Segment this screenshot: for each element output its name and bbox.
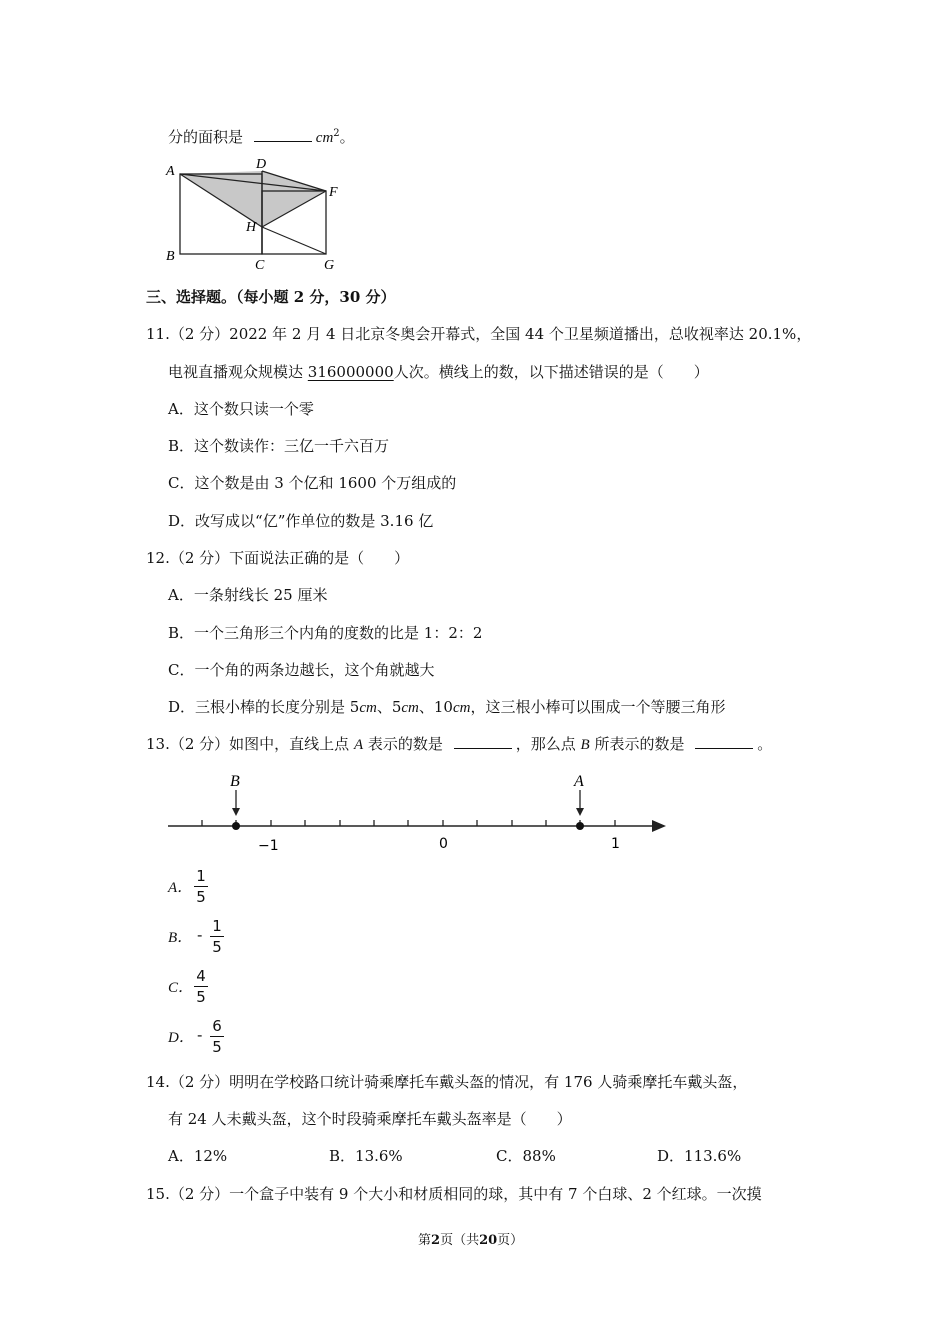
q13-option-b-sign: - [197,926,203,944]
point-b-dot [232,822,240,830]
q10-end: 。 [339,128,355,146]
tick-label-1: 1 [611,836,620,852]
q14-option-d[interactable]: D．113.6% [657,1147,742,1165]
q12-option-d[interactable]: D．三根小棒的长度分别是 5cm、5cm、10cm，这三根小棒可以围成一个等腰三角形 [168,698,726,716]
q13-option-c[interactable]: C． [168,980,194,996]
q13-option-d-sign: - [197,1026,203,1044]
q13-option-c-fraction: 4 5 [194,967,208,1006]
q12-option-a[interactable]: A．一条射线长 25 厘米 [168,586,328,604]
q14-option-b[interactable]: B．13.6% [329,1147,403,1165]
q13-option-a[interactable]: A． [168,880,193,896]
section3-title: 三、选择题。（每小题 2 分，30 分） [146,288,396,306]
q14-line2: 有 24 人未戴头盔，这个时段骑乘摩托车戴头盔率是（ ） [168,1110,572,1128]
tick-label-neg1: −1 [258,838,279,854]
q12-option-b[interactable]: B．一个三角形三个内角的度数的比是 1：2：2 [168,624,483,642]
q11-option-b[interactable]: B．这个数读作：三亿一千六百万 [168,437,390,455]
q14-line1: 14.（2 分）明明在学校路口统计骑乘摩托车戴头盔的情况，有 176 人骑乘摩托车戴头盔， [146,1073,748,1091]
page-number: 2 [431,1233,441,1248]
q13-stem: 13.（2 分）如图中，直线上点 A 表示的数是 ，那么点 B 所表示的数是 。 [146,735,773,753]
tick-label-0: 0 [439,836,448,852]
q11-option-a[interactable]: A．这个数只读一个零 [168,400,314,418]
label-g: G [324,258,335,273]
q13-blank-b[interactable] [695,734,753,749]
q13-option-d-fraction: 6 5 [210,1017,224,1056]
q14-option-a[interactable]: A．12% [168,1147,228,1165]
page-total: 20 [479,1233,498,1248]
label-a: A [166,164,175,179]
q12-option-c[interactable]: C．一个角的两条边越长，这个角就越大 [168,661,435,679]
q10-tail-line [168,126,355,147]
q11-option-d[interactable]: D．改写成以“亿”作单位的数是 3.16 亿 [168,512,434,530]
q13-option-b-fraction: 1 5 [210,917,224,956]
shaded-region [180,171,326,227]
q11-line2: 电视直播观众规模达 316000000人次。横线上的数，以下描述错误的是（ ） [168,363,709,381]
q10-tail-text: 分的面积是 [168,128,244,146]
label-h: H [246,220,257,235]
q11-option-c[interactable]: C．这个数是由 3 个亿和 1600 个万组成的 [168,474,457,492]
label-d: D [256,157,267,172]
q12-stem: 12.（2 分）下面说法正确的是（ ） [146,549,410,567]
q13-blank-a[interactable] [454,734,512,749]
q13-option-d[interactable]: D． [168,1030,194,1046]
label-c: C [255,258,265,273]
label-b: B [166,249,175,264]
q13-option-a-fraction: 1 5 [194,867,208,906]
point-a-dot [576,822,584,830]
numberline-label-b: B [230,773,240,790]
q11-line1: 11.（2 分）2022 年 2 月 4 日北京冬奥会开幕式，全国 44 个卫星频道播出，总收视率达 20.1%， [146,325,812,343]
q15-line1: 15.（2 分）一个盒子中装有 9 个大小和材质相同的球，其中有 7 个白球、2 个红球。一次摸 [146,1185,762,1203]
page-footer: 第2页（共20页） [418,1233,524,1248]
q11-underlined-number: 316000000 [307,363,394,381]
numberline-label-a: A [574,773,584,790]
q14-option-c[interactable]: C．88% [496,1147,556,1165]
q10-answer-blank[interactable] [254,127,312,142]
q10-unit: cm [315,130,334,146]
q10-geometry-figure [160,155,350,275]
q10-unit-exp: 2 [333,128,340,139]
q13-option-b[interactable]: B． [168,930,193,946]
label-f: F [329,185,338,200]
q13-number-line [160,768,680,858]
